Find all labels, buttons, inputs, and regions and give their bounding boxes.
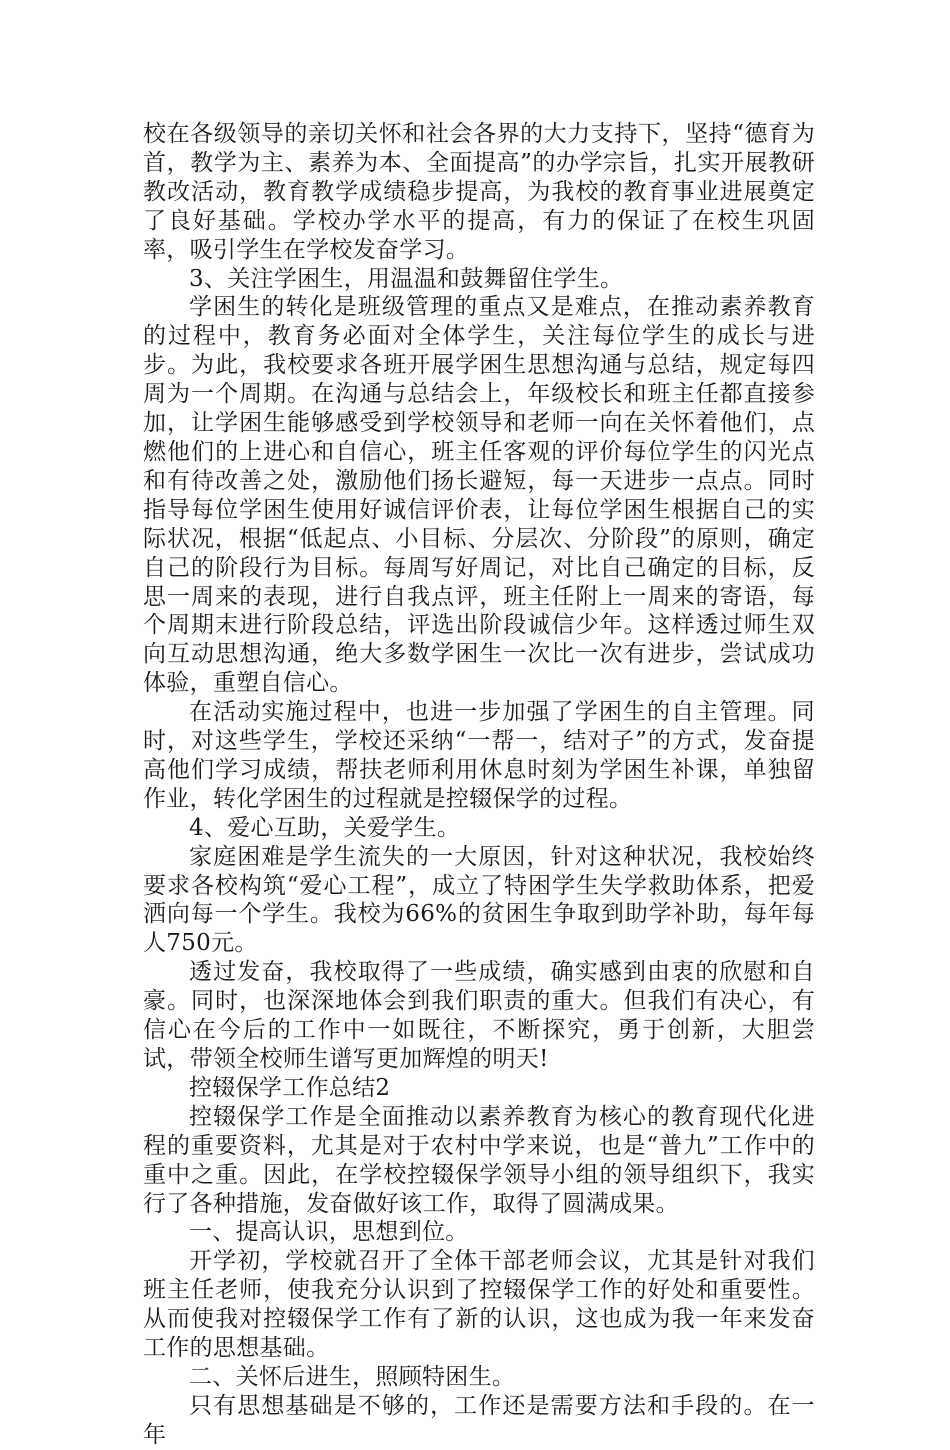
section-heading: 一、提高认识，思想到位。 [189, 1219, 469, 1246]
paragraph: 控辍保学工作是全面推动以素养教育为核心的教育现代化进程的重要资料，尤其是对于农村中学来说，也是“普九”工作中的重中之重。因此，在学校控辍保学领导小组的领导组织下，我实行了各种措施，发奋做好该工作，取得了圆满成果。 [143, 1103, 815, 1217]
document-body [143, 120, 815, 1450]
paragraph: 开学初，学校就召开了全体干部老师会议，尤其是针对我们班主任老师，使我充分认识到了控辍保学工作的好处和重要性。从而使我对控辍保学工作有了新的认识，这也成为我一年来发奋工作的思想基础。 [143, 1248, 815, 1362]
paragraph: 在活动实施过程中，也进一步加强了学困生的自主管理。同时，对这些学生，学校还采纳“一帮一，结对子”的方式，发奋提高他们学习成绩，帮扶老师利用休息时刻为学困生补课，单独留作业，转化学困生的过程就是控辍保学的过程。 [143, 699, 815, 812]
paragraph: 校在各级领导的亲切关怀和社会各界的大力支持下，坚持“德育为首，教学为主、素养为本、全面提高”的办学宗旨，扎实开展教研教改活动，教育教学成绩稳步提高，为我校的教育事业进展奠定了良好基础。学校办学水平的提高，有力的保证了在校生巩固率，吸引学生在学校发奋学习。 [143, 121, 815, 263]
paragraph: 只有思想基础是不够的，工作还是需要方法和手段的。在一年 [143, 1392, 815, 1448]
document-subtitle: 控辍保学工作总结2 [189, 1074, 391, 1101]
paragraph: 透过发奋，我校取得了一些成绩，确实感到由衷的欣慰和自豪。同时，也深深地体会到我们职责的重大。但我们有决心，有信心在今后的工作中一如既往，不断探究，勇于创新，大胆尝试，带领全校师生谱写更加辉煌的明天! [143, 959, 815, 1072]
section-heading: 3、关注学困生，用温温和鼓舞留住学生。 [189, 265, 624, 292]
section-heading: 二、关怀后进生，照顾特困生。 [189, 1363, 516, 1390]
paragraph: 家庭困难是学生流失的一大原因，针对这种状况，我校始终要求各校构筑“爱心工程”，成立了特困学生失学救助体系，把爱洒向每一个学生。我校为66%的贫困生争取到助学补助，每年每人750元。 [143, 843, 815, 957]
section-heading: 4、爱心互助，关爱学生。 [189, 814, 461, 841]
paragraph: 学困生的转化是班级管理的重点又是难点，在推动素养教育的过程中，教育务必面对全体学生，关注每位学生的成长与进步。为此，我校要求各班开展学困生思想沟通与总结，规定每四周为一个周期。在沟通与总结会上，年级校长和班主任都直接参加，让学困生能够感受到学校领导和老师一向在关怀着他们，点燃他们的上进心和自信心，班主任客观的评价每位学生的闪光点和有待改善之处，激励他们扬长避短，每一天进步一点点。同时指导每位学困生使用好诚信评价表，让每位学困生根据自己的实际状况，根据“低起点、小目标、分层次、分阶段”的原则，确定自己的阶段行为目标。每周写好周记，对比自己确定的目标，反思一周来的表现，进行自我点评，班主任附上一周来的寄语，每个周期末进行阶段总结，评选出阶段诚信少年。这样透过师生双向互动思想沟通，绝大多数学困生一次比一次有进步，尝试成功体验，重塑自信心。 [143, 294, 815, 697]
